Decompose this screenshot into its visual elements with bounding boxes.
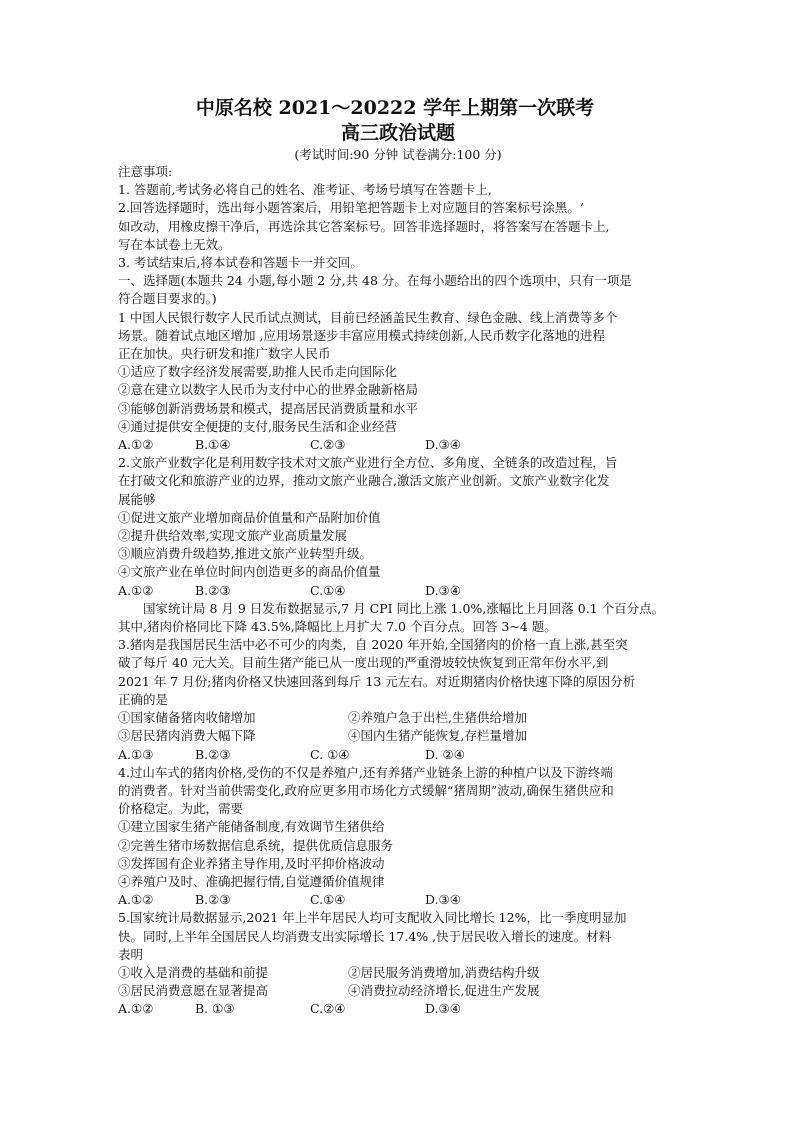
material-text: 国家统计局 8 月 9 日发布数据显示,7 月 CPI 同比上涨 1.0%,涨幅比上月回落 0.1 个百分点。 [143,600,665,616]
question-1-text: 1 中国人民银行数字人民币试点测试，目前已经涵盖民生教育、绿色金融、线上消费等多个 [118,309,618,325]
question-3-statements [118,727,678,745]
choice-c: C.②③ [310,437,346,453]
question-1-text: 场景。随着试点地区增加 ,应用场景逐步丰富应用模式持续创新,人民币数字化落地的进程 [118,327,605,343]
question-2-statement: ①促进文旅产业增加商品价值量和产品附加价值 [118,509,381,525]
question-1-choices [118,436,678,454]
exam-page [118,95,678,1019]
material-text: 其中,猪肉价格同比下降 43.5%,降幅比上月扩大 7.0 个百分点。回答 3~4 题。 [118,619,557,635]
choice-b: B.②③ [195,582,231,598]
question-1-statement: ④通过提供安全便捷的支付,服务民生活和企业经营 [118,418,397,434]
choice-d: D.③④ [425,437,461,453]
question-4-statement: ②完善生猪市场数据信息系统，提供优质信息服务 [118,837,394,853]
question-2-statement: ③顺应消费升级趋势,推进文旅产业转型升级。 [118,546,372,562]
choice-d: D.③④ [425,1001,461,1017]
question-5-statements [118,964,678,982]
question-1-statement: ③能够创新消费场景和模式，提高居民消费质量和水平 [118,400,419,416]
exam-subject: 高三政治试题 [340,122,455,144]
question-5-statement: ④消费拉动经济增长,促进生产发展 [348,983,540,999]
question-3-statement: ②养殖户急于出栏,生猪供给增加 [348,710,527,726]
question-3-statement: ④国内生猪产能恢复,存栏量增加 [348,728,527,744]
question-3-text: 正确的是 [118,691,169,707]
exam-title: 中原名校 2021～20222 学年上期第一次联考 [195,97,595,119]
notice-item: 3. 考试结束后,将本试卷和答题卡一并交回。 [118,255,363,271]
question-4-statement: ③发挥国有企业养猪主导作用,及时平抑价格波动 [118,855,385,871]
notice-item: 如改动，用橡皮擦干净后，再选涂其它答案标号。回答非选择题时，将答案写在答题卡上, [118,218,610,234]
question-3-text: 破了每斤 40 元大关。目前生猪产能已从一度出现的严重滑坡较快恢复到正常年份水平,到 [118,655,609,671]
question-4-statement: ①建立国家生猪产能储备制度,有效调节生猪供给 [118,819,385,835]
question-4-text: 价格稳定。为此，需要 [118,801,244,817]
question-2-statement: ④文旅产业在单位时间内创造更多的商品价值量 [118,564,381,580]
question-2-text: 展能够 [118,491,156,507]
question-5-statements [118,982,678,1000]
choice-c: C.①④ [310,582,346,598]
notice-item: 写在本试卷上无效。 [118,236,231,252]
notice-item: 1. 答题前,考试务必将自己的姓名、准考证、考场号填写在答题卡上, [118,182,492,198]
question-3-statement: ①国家储备猪肉收储增加 [118,710,256,726]
question-3-text: 3.猪肉是我国居民生活中必不可少的肉类，自 2020 年开始,全国猪肉的价格一直上涨,甚至突 [118,637,628,653]
question-2-choices [118,582,678,600]
choice-b: B.①④ [195,437,231,453]
choice-c: C. ①④ [310,746,350,762]
exam-info: (考试时间:90 分钟 试卷满分:100 分) [294,147,502,162]
question-5-choices [118,1000,678,1018]
choice-a: A.①② [118,437,154,453]
question-1-statement: ②意在建立以数字人民币为支付中心的世界金融新格局 [118,382,419,398]
choice-c: C.①④ [310,892,346,908]
question-3-choices [118,746,678,764]
question-4-text: 的消费者。针对当前供需变化,政府应更多用市场化方式缓解“猪周期”波动,确保生猪供应和 [118,782,614,798]
choice-b: B. ①③ [195,1001,235,1017]
section-heading: 一、选择题(本题共 24 小题,每小题 2 分,共 48 分。在每小题给出的四个选项中，只有一项是 [118,273,632,289]
section-heading-cont: 符合题目要求的。) [118,291,217,307]
choice-b: B.②③ [195,746,231,762]
choice-d: D.③④ [425,582,461,598]
choice-b: B.②③ [195,892,231,908]
question-5-text: 表明 [118,946,144,962]
notice-item: 2.回答选择题时，选出每小题答案后，用铅笔把答题卡上对应题目的答案标号涂黑。‘ [118,200,584,216]
question-3-statements [118,709,678,727]
question-5-text: 快。同时,上半年全国居民人均消费支出实际增长 17.4% ,快于居民收入增长的速度。材料 [118,928,612,944]
choice-c: C.②④ [310,1001,346,1017]
question-3-text: 2021 年 7 月份;猪肉价格又快速回落到每斤 13 元左右。对近期猪肉价格快速下降的原因分析 [118,673,636,689]
question-4-text: 4.过山车式的猪肉价格,受伤的不仅是养殖户,还有养猪产业链条上游的种植户以及下游终端 [118,764,613,780]
question-3-statement: ③居民猪肉消费大幅下降 [118,728,256,744]
choice-a: A.①② [118,892,154,908]
question-2-text: 在打破文化和旅游产业的边界，推动文旅产业融合,激活文旅产业创新。文旅产业数字化发 [118,473,610,489]
question-5-text: 5.国家统计局数据显示,2021 年上半年居民人均可支配收入同比增长 12%，比一季度明显加 [118,910,627,926]
question-5-statement: ③居民消费意愿在显著提高 [118,983,269,999]
notice-heading: 注意事项: [118,164,173,179]
choice-a: A.①③ [118,746,154,762]
choice-a: A.①② [118,1001,154,1017]
choice-d: D.③④ [425,892,461,908]
question-2-statement: ②提升供给效率,实现文旅产业高质量发展 [118,528,347,544]
question-1-statement: ①适应了数字经济发展需要,助推人民币走向国际化 [118,364,397,380]
question-5-statement: ②居民服务消费增加,消费结构升级 [348,964,540,980]
question-4-choices [118,891,678,909]
choice-d: D. ②④ [425,746,465,762]
question-1-text: 正在加快。央行研发和推广数字人民币 [118,346,331,362]
question-5-statement: ①收入是消费的基础和前提 [118,964,269,980]
question-2-text: 2.文旅产业数字化是利用数字技术对文旅产业进行全方位、多角度、全链条的改造过程，旨 [118,455,618,471]
question-4-statement: ④养殖户及时、准确把握行情,自觉遵循价值规律 [118,873,385,889]
choice-a: A.①② [118,582,154,598]
